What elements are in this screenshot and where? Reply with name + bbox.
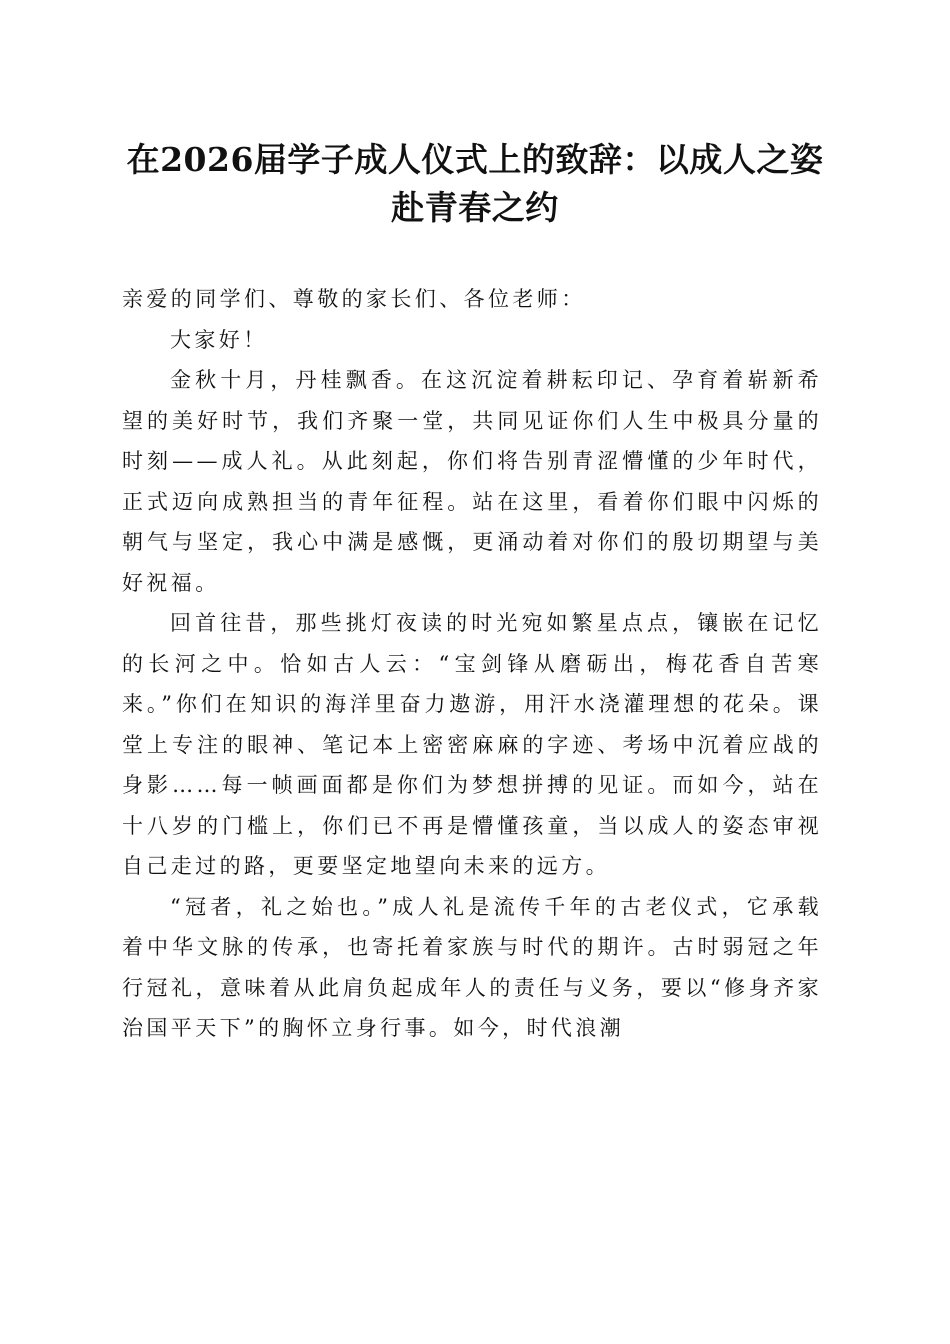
body-paragraph: “冠者，礼之始也。”成人礼是流传千年的古老仪式，它承载着中华文脉的传承，也寄托着家族与时代的期许。古时弱冠之年行冠礼，意味着从此肩负起成年人的责任与义务，要以“修身齐家治国平天下”的胸怀立身行事。如今，时代浪潮 [122,894,822,1040]
body-paragraph: 金秋十月，丹桂飘香。在这沉淀着耕耘印记、孕育着崭新希望的美好时节，我们齐聚一堂，共同见证你们人生中极具分量的时刻——成人礼。从此刻起，你们将告别青涩懵懂的少年时代，正式迈向成熟担当的青年征程。站在这里，看着你们眼中闪烁的朝气与坚定，我心中满是感慨，更涌动着对你们的殷切期望与美好祝福。 [122,368,822,595]
document-body [122,279,822,1049]
salutation: 亲爱的同学们、尊敬的家长们、各位老师： [122,287,586,311]
document-title: 在2026届学子成人仪式上的致辞：以成人之姿赴青春之约 [126,140,824,227]
body-paragraph: 回首往昔，那些挑灯夜读的时光宛如繁星点点，镶嵌在记忆的长河之中。恰如古人云：“宝剑锋从磨砺出，梅花香自苦寒来。”你们在知识的海洋里奋力遨游，用汗水浇灌理想的花朵。课堂上专注的眼神、笔记本上密密麻麻的字迹、考场中沉着应战的身影……每一帧画面都是你们为梦想拼搏的见证。而如今，站在十八岁的门槛上，你们已不再是懵懂孩童，当以成人的姿态审视自己走过的路，更要坚定地望向未来的远方。 [122,611,822,878]
greeting: 大家好！ [170,327,268,352]
